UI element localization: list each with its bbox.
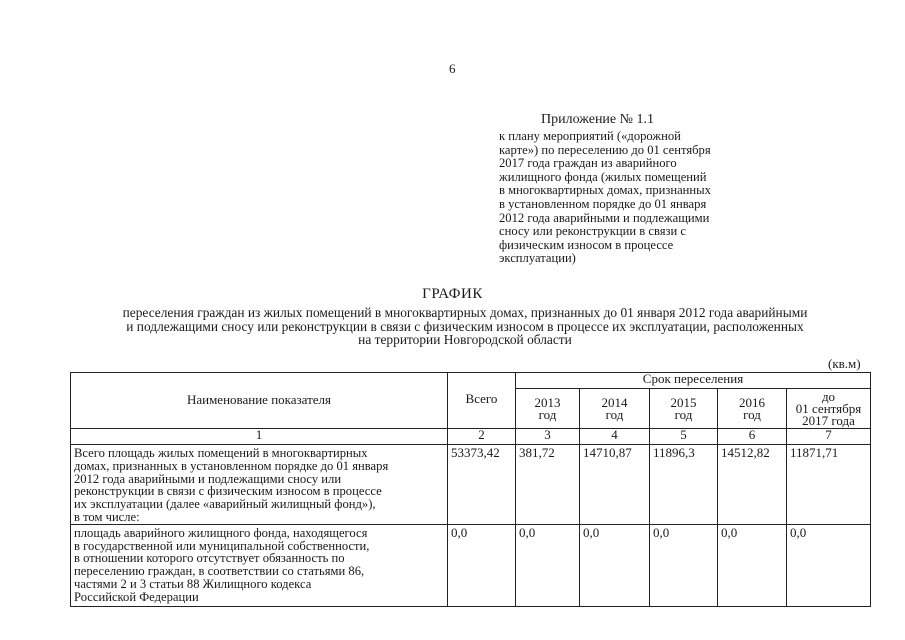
value-2013: 0,0	[516, 524, 580, 606]
header-year-2017	[787, 389, 871, 429]
row-label-line: переселению граждан, в соответствии со статьями 86,	[74, 564, 365, 579]
appendix-line: жилищного фонда (жилых помещений	[499, 169, 707, 184]
column-number: 3	[516, 429, 580, 445]
row-label-line: их эксплуатации (далее «аварийный жилищный фонд»),	[74, 497, 376, 512]
value-2017: 11871,71	[787, 445, 871, 525]
header-year-2015	[650, 389, 718, 429]
resettlement-schedule-table	[70, 372, 871, 607]
value-total: 0,0	[448, 524, 516, 606]
units-label: (кв.м)	[828, 356, 861, 371]
row-label-line: в отношении которого отсутствует обязанность по	[74, 551, 345, 566]
value-2017: 0,0	[787, 524, 871, 606]
column-number: 5	[650, 429, 718, 445]
header-year-line: 2015	[670, 394, 697, 410]
header-total: Всего	[448, 373, 516, 429]
value-2014: 0,0	[580, 524, 650, 606]
appendix-line: карте») по переселению до 01 сентября	[499, 142, 711, 157]
appendix-line: к плану мероприятий («дорожной	[499, 129, 681, 143]
column-number: 6	[718, 429, 787, 445]
appendix-line: эксплуатации)	[499, 251, 576, 266]
appendix-line: 2017 года граждан из аварийного	[499, 156, 677, 171]
value-2014: 14710,87	[580, 445, 650, 525]
row-label-line: Российской Федерации	[74, 589, 199, 604]
header-year-line: до	[821, 388, 836, 404]
header-year-2013	[516, 389, 580, 429]
row-label	[71, 524, 448, 606]
column-number: 1	[71, 429, 448, 445]
row-label-line: Всего площадь жилых помещений в многоквартирных	[74, 446, 368, 460]
document-title: ГРАФИК	[422, 286, 483, 302]
row-label-line: частями 2 и 3 статьи 88 Жилищного кодекса	[74, 576, 312, 591]
table-row	[71, 524, 871, 606]
header-year-line: 2014	[601, 394, 628, 410]
header-year-line: 2016	[739, 394, 765, 410]
value-2015: 11896,3	[650, 445, 718, 525]
appendix-line: сносу или реконструкции в связи с	[499, 224, 686, 239]
header-year-line: год	[743, 406, 761, 422]
header-year-line: 2013	[534, 394, 561, 410]
page-number: 6	[449, 61, 456, 76]
appendix-description	[499, 130, 759, 266]
subtitle-line: переселения граждан из жилых помещений в многоквартирных домах, признанных до 01 января 2012 года аварийными	[122, 305, 808, 320]
appendix-title: Приложение № 1.1	[541, 112, 654, 127]
header-year-line: год	[674, 406, 693, 422]
header-year-2014	[580, 389, 650, 429]
header-year-line: 2017 года	[802, 412, 855, 428]
row-label	[71, 445, 448, 525]
table-row	[71, 445, 871, 525]
header-row	[71, 373, 871, 389]
header-name: Наименование показателя	[71, 373, 448, 429]
appendix-line: 2012 года аварийными и подлежащими	[499, 210, 710, 225]
column-number: 7	[787, 429, 871, 445]
column-number: 4	[580, 429, 650, 445]
header-year-line: 01 сентября	[795, 400, 862, 416]
value-2016: 14512,82	[718, 445, 787, 525]
row-label-line: в государственной или муниципальной собственности,	[74, 538, 370, 553]
row-label-line: 2012 года аварийными и подлежащими сносу или	[74, 471, 342, 486]
row-label-line: реконструкции в связи с физическим износом в процессе	[74, 484, 382, 499]
appendix-line: физическим износом в процессе	[499, 237, 674, 252]
header-year-2016	[718, 389, 787, 429]
column-number: 2	[448, 429, 516, 445]
header-year-line: год	[605, 406, 624, 422]
row-label-line: домах, признанных в установленном порядке до 01 января	[74, 458, 389, 473]
appendix-line: в установленном порядке до 01 января	[499, 196, 707, 211]
subtitle-line: и подлежащими сносу или реконструкции в связи с физическим износом в процессе их эксплуатации, расположенных	[126, 318, 804, 334]
appendix-line: в многоквартирных домах, признанных	[499, 183, 711, 198]
document-subtitle	[60, 306, 870, 347]
value-2015: 0,0	[650, 524, 718, 606]
value-2016: 0,0	[718, 524, 787, 606]
value-2013: 381,72	[516, 445, 580, 525]
header-year-line: год	[538, 406, 557, 422]
row-label-line: в том числе:	[74, 509, 140, 524]
row-label-line: площадь аварийного жилищного фонда, находящегося	[74, 525, 368, 540]
header-period-group: Срок переселения	[516, 373, 871, 389]
column-number-row	[71, 429, 871, 445]
subtitle-line: на территории Новгородской области	[358, 332, 572, 347]
value-total: 53373,42	[448, 445, 516, 525]
